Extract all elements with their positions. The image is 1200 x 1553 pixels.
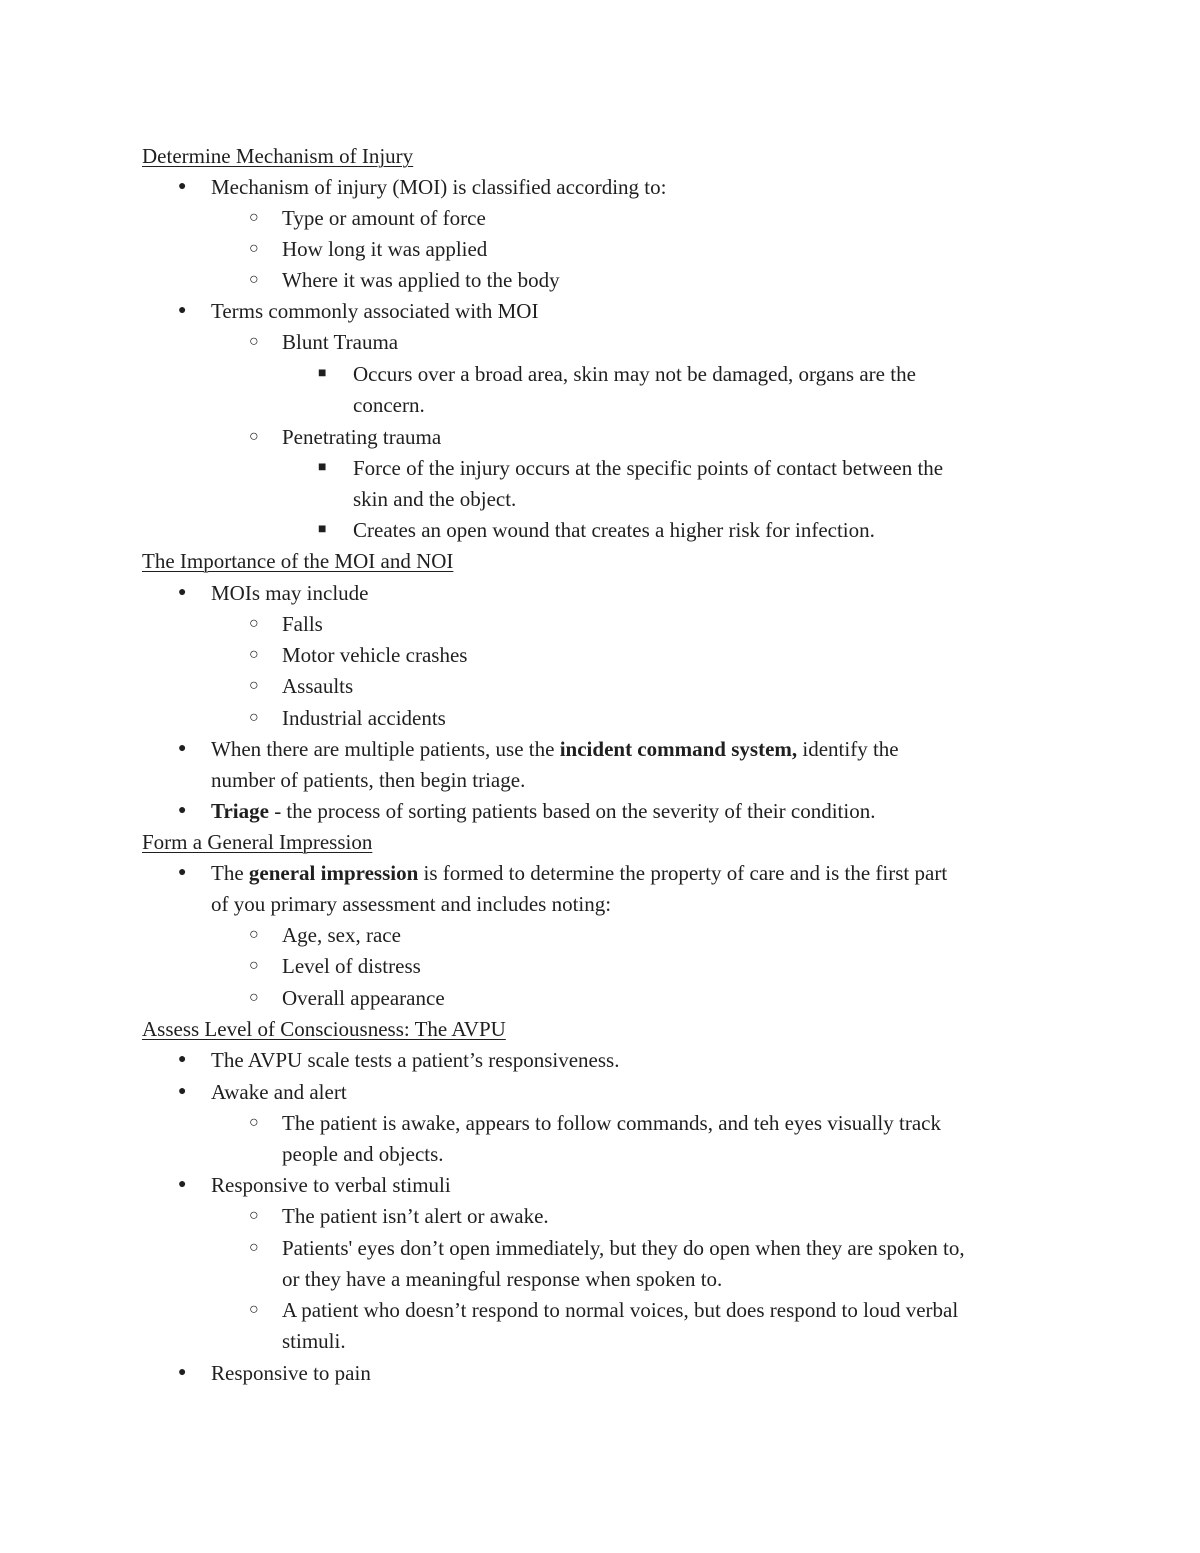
list-item: Falls xyxy=(282,612,323,636)
section-heading: The Importance of the MOI and NOI xyxy=(142,549,454,573)
bullet-circle-icon: ○ xyxy=(249,428,259,445)
text-run: The xyxy=(211,861,249,885)
list-item xyxy=(211,736,899,762)
list-item xyxy=(211,798,875,824)
text-run: identify the xyxy=(797,737,899,761)
text-run: When there are multiple patients, use the xyxy=(211,737,560,761)
bullet-disc-icon: ● xyxy=(178,865,187,880)
list-item: Where it was applied to the body xyxy=(282,268,560,292)
bullet-circle-icon: ○ xyxy=(249,333,259,350)
list-item: Industrial accidents xyxy=(282,706,446,730)
bullet-circle-icon: ○ xyxy=(249,615,259,632)
list-item: Type or amount of force xyxy=(282,206,486,230)
bullet-circle-icon: ○ xyxy=(249,926,259,943)
list-item-continuation: people and objects. xyxy=(282,1142,444,1166)
bold-term: general impression xyxy=(248,861,419,885)
bullet-circle-icon: ○ xyxy=(249,209,259,226)
bullet-circle-icon: ○ xyxy=(249,1207,259,1224)
list-item: Age, sex, race xyxy=(282,923,401,947)
list-item: Awake and alert xyxy=(211,1080,347,1104)
section-heading: Form a General Impression xyxy=(142,830,373,854)
bullet-square-icon: ■ xyxy=(318,366,327,381)
list-item: Creates an open wound that creates a higher risk for infection. xyxy=(353,518,875,542)
text-run: - the process of sorting patients based on the severity of their condition. xyxy=(268,799,876,823)
list-item: Occurs over a broad area, skin may not be damaged, organs are the xyxy=(353,362,916,386)
bold-term: Triage xyxy=(211,799,269,823)
list-item: Assaults xyxy=(282,674,354,698)
list-item: Overall appearance xyxy=(282,986,445,1010)
list-item: The patient isn’t alert or awake. xyxy=(282,1204,549,1228)
bullet-disc-icon: ● xyxy=(178,1177,187,1192)
list-item: Penetrating trauma xyxy=(282,425,442,449)
section-heading: Assess Level of Consciousness: The AVPU xyxy=(142,1017,506,1041)
bullet-disc-icon: ● xyxy=(178,1365,187,1380)
list-item xyxy=(211,860,947,886)
list-item: Responsive to pain xyxy=(211,1361,371,1385)
bullet-square-icon: ■ xyxy=(318,522,327,537)
list-item: Motor vehicle crashes xyxy=(282,643,468,667)
bullet-disc-icon: ● xyxy=(178,1084,187,1099)
list-item: Patients' eyes don’t open immediately, but they do open when they are spoken to, xyxy=(282,1236,965,1260)
list-item: A patient who doesn’t respond to normal voices, but does respond to loud verbal xyxy=(282,1298,959,1322)
list-item: MOIs may include xyxy=(211,581,369,605)
bullet-circle-icon: ○ xyxy=(249,1301,259,1318)
list-item: How long it was applied xyxy=(282,237,488,261)
list-item-continuation: concern. xyxy=(353,393,425,417)
list-item: Mechanism of injury (MOI) is classified according to: xyxy=(211,175,667,199)
list-item: Responsive to verbal stimuli xyxy=(211,1173,451,1197)
list-item-continuation: skin and the object. xyxy=(353,487,517,511)
text-run: is formed to determine the property of care and is the first part xyxy=(418,861,948,885)
section-heading: Determine Mechanism of Injury xyxy=(142,144,414,168)
bullet-disc-icon: ● xyxy=(178,741,187,756)
bullet-disc-icon: ● xyxy=(178,303,187,318)
bullet-disc-icon: ● xyxy=(178,585,187,600)
list-item: Force of the injury occurs at the specific points of contact between the xyxy=(353,456,944,480)
bullet-circle-icon: ○ xyxy=(249,271,259,288)
bullet-circle-icon: ○ xyxy=(249,646,259,663)
bullet-disc-icon: ● xyxy=(178,1052,187,1067)
list-item: The patient is awake, appears to follow commands, and teh eyes visually track xyxy=(282,1111,941,1135)
bullet-disc-icon: ● xyxy=(178,179,187,194)
list-item: Level of distress xyxy=(282,954,421,978)
bullet-circle-icon: ○ xyxy=(249,677,259,694)
bullet-circle-icon: ○ xyxy=(249,957,259,974)
list-item-continuation: of you primary assessment and includes noting: xyxy=(211,892,612,916)
list-item-continuation: number of patients, then begin triage. xyxy=(211,768,526,792)
bullet-square-icon: ■ xyxy=(318,460,327,475)
bullet-circle-icon: ○ xyxy=(249,989,259,1006)
bullet-disc-icon: ● xyxy=(178,803,187,818)
list-item-continuation: or they have a meaningful response when spoken to. xyxy=(282,1267,723,1291)
bullet-circle-icon: ○ xyxy=(249,709,259,726)
list-item: Terms commonly associated with MOI xyxy=(211,299,539,323)
bullet-circle-icon: ○ xyxy=(249,240,259,257)
list-item-continuation: stimuli. xyxy=(282,1329,346,1353)
bold-term: incident command system, xyxy=(559,737,798,761)
list-item: The AVPU scale tests a patient’s responsiveness. xyxy=(211,1048,620,1072)
bullet-circle-icon: ○ xyxy=(249,1239,259,1256)
bullet-circle-icon: ○ xyxy=(249,1114,259,1131)
list-item: Blunt Trauma xyxy=(282,330,399,354)
